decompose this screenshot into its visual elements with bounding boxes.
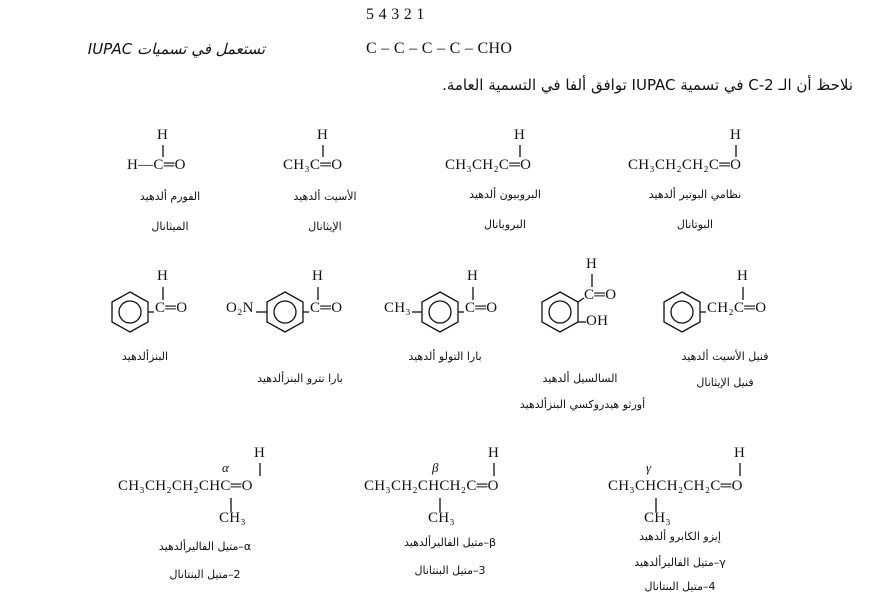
row2-common-2: بارا نترو البنزألدهيد: [257, 372, 343, 385]
row3-iupac-3: 4–متيل البنتانال: [644, 580, 716, 593]
row3-h-1: H: [254, 445, 266, 461]
row3-h-3: H: [734, 445, 746, 461]
aldehyde-chain: C – C – C – C – CHO: [366, 40, 513, 57]
row1-common-3: البروبيون ألدهيد: [469, 188, 541, 201]
row1-iupac-2: الإيثانال: [308, 220, 342, 233]
row2-formula-1: C═O: [155, 300, 188, 316]
benzene-ring-5: [664, 292, 700, 332]
row2-prefix-2: O₂N: [226, 300, 254, 316]
row2-formula-3: C═O: [465, 300, 498, 316]
observation-text: نلاحظ أن الـ C-2 في تسمية IUPAC توافق ألفا في التسمية العامة.: [442, 76, 853, 94]
row1-common-1: الفورم ألدهيد: [139, 190, 201, 203]
row1-iupac-1: الميثانال: [151, 220, 189, 233]
row2-prefix-3: CH₃: [384, 300, 411, 316]
row2-common-1: البنزألدهيد: [121, 350, 169, 363]
row3-common2-3: γ–متيل الفاليرألدهيد: [634, 556, 726, 569]
row1-common-4: نظامي البوتير ألدهيد: [648, 188, 742, 201]
row1-iupac-3: البروبانال: [484, 218, 526, 231]
row1-formula-2: CH₃C═O: [283, 157, 343, 173]
row1-common-2: الأسيت ألدهيد: [293, 190, 357, 203]
row1-h-4: H: [730, 127, 742, 143]
row1-h-1: H: [157, 127, 169, 143]
row1-formula-4: CH₃CH₂CH₂C═O: [628, 157, 742, 173]
row3-greek-1: α: [222, 460, 230, 475]
row2-sub-4: OH: [586, 313, 609, 329]
row3-greek-3: γ: [646, 460, 652, 475]
benzene-ring-4: [542, 292, 578, 332]
row2-h-5: H: [737, 268, 749, 284]
row3-common-2: β–متيل الفاليرألدهيد: [403, 536, 497, 549]
row3-branch-2: CH₃: [428, 510, 455, 526]
row2-iupac-5: فنيل الإيثانال: [696, 376, 754, 389]
row3-common-3: إيزو الكابرو ألدهيد: [639, 530, 721, 543]
row3-greek-2: β: [432, 460, 439, 475]
row2-formula-5: CH₂C═O: [707, 300, 767, 316]
iupac-note: تستعمل في تسميات IUPAC: [87, 40, 265, 58]
row2-h-3: H: [467, 268, 479, 284]
row1-formula-3: CH₃CH₂C═O: [445, 157, 532, 173]
row3-formula-1: CH₃CH₂CH₂CHC═O: [118, 478, 253, 494]
row3-iupac-1: 2–متيل البنتانال: [169, 568, 241, 581]
row2-iupac-4: أورثو هيدروكسي البنزألدهيد: [519, 398, 646, 411]
row2-h-4: H: [586, 256, 598, 272]
row1-formula-1: H—C═O: [127, 157, 186, 173]
row2-h-2: H: [312, 268, 324, 284]
row3-branch-1: CH₃: [219, 510, 246, 526]
row2-h-1: H: [157, 268, 169, 284]
row1-h-2: H: [317, 127, 329, 143]
benzene-ring-2: [267, 292, 303, 332]
row1-iupac-4: البوتانال: [676, 218, 714, 231]
row3-h-2: H: [488, 445, 500, 461]
benzene-ring-1: [112, 292, 148, 332]
row3-common-1: α–متيل الفاليرألدهيد: [158, 540, 252, 553]
row2-formula-2: C═O: [310, 300, 343, 316]
row3-formula-3: CH₃CHCH₂CH₂C═O: [608, 478, 743, 494]
row1-h-3: H: [514, 127, 526, 143]
row3-branch-3: CH₃: [644, 510, 671, 526]
row2-common-4: السالسيل ألدهيد: [542, 372, 618, 385]
row3-formula-2: CH₃CH₂CHCH₂C═O: [364, 478, 499, 494]
carbon-numbering: 5 4 3 2 1: [366, 6, 425, 23]
row2-common-5: فنيل الأسيت ألدهيد: [681, 350, 769, 363]
row2-common-3: بارا التولو ألدهيد: [408, 350, 482, 363]
row2-formula-4: C═O: [584, 287, 617, 303]
benzene-ring-3: [422, 292, 458, 332]
row3-iupac-2: 3–متيل البنتانال: [414, 564, 486, 577]
